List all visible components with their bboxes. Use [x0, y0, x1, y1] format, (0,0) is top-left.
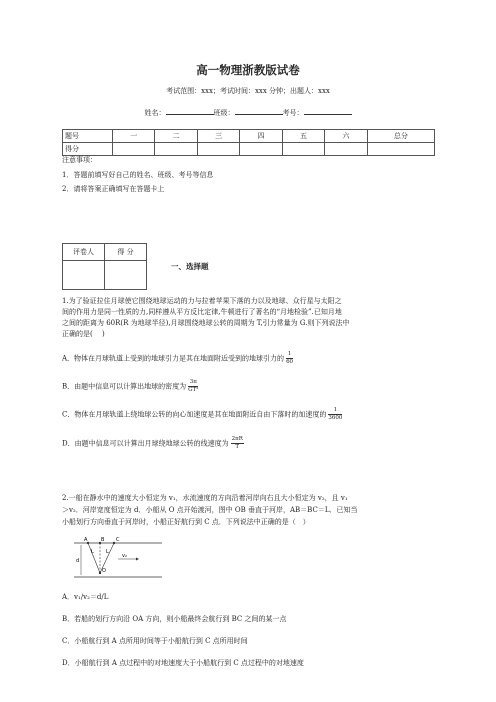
numerator: 3π [189, 379, 197, 385]
label-b: B [101, 537, 105, 543]
score-cell: 二 [155, 130, 197, 143]
score-cell: 得分 [63, 143, 113, 156]
score-cell: 总分 [367, 130, 434, 143]
label-d: d [76, 558, 80, 564]
question-1-line: 之间的距离为 60R(R 为地球半径),月球围绕地球公转的周期为 T,引力常量为 G.则下列说法中 [62, 319, 350, 327]
question-1-line: 正确的是( ) [62, 330, 105, 338]
section-title: 一、选择题 [171, 262, 209, 271]
v2-arrowhead [136, 558, 139, 561]
student-info-line [0, 107, 496, 118]
score-table-header-row [63, 130, 435, 143]
exam-info: 考试范围：xxx；考试时间：xxx 分钟；出题人：xxx [166, 87, 330, 95]
option-text: A．物体在月球轨道上受到的地球引力是其在地面附近受到的地球引力的 [62, 354, 285, 363]
score-cell: 题号 [63, 130, 113, 143]
oa-line [88, 543, 100, 573]
number-label: 考号： [282, 109, 304, 117]
score-cell: 五 [282, 130, 324, 143]
question-2-line: ＞v₂．河岸宽度恒定为 d．小船从 O 点开始渡河，图中 OB 垂直于河岸，AB＝BC＝L．已知当 [62, 506, 358, 514]
option-text: D．由题中信息可以计算出月球绕地球公转的线速度为 [62, 439, 229, 448]
q2-option-c[interactable]: C．小船航行到 A 点所用时间等于小船航行到 C 点所用时间 [62, 637, 248, 645]
label-a: A [84, 537, 88, 543]
score-cell[interactable] [282, 143, 324, 156]
numerator: 2πR [231, 436, 243, 442]
score-cell[interactable] [155, 143, 197, 156]
number-field[interactable] [304, 107, 352, 115]
page-title: 高一物理浙教版试卷 [196, 63, 300, 77]
name-label: 姓名： [144, 109, 166, 117]
name-field[interactable] [166, 107, 214, 115]
label-l1: L [91, 549, 94, 555]
q2-option-b[interactable]: B．若船的划行方向沿 OA 方向，则小船最终会航行到 BC 之间的某一点 [62, 615, 287, 623]
score-cell[interactable] [197, 143, 239, 156]
q2-option-d[interactable]: D．小船航行到 A 点过程中的对地速度大于小船航行到 C 点过程中的对地速度 [62, 659, 304, 667]
score-cell[interactable] [105, 261, 147, 290]
grader-label: 评卷人 [63, 244, 105, 261]
score-table-score-row [63, 143, 435, 156]
fraction [188, 379, 198, 394]
score-cell[interactable] [367, 143, 434, 156]
grader-input-row [63, 261, 147, 290]
denominator: 60 [286, 359, 294, 365]
river-crossing-diagram [70, 537, 166, 581]
note-item: 2．请将答案正确填写在答题卡上 [62, 185, 165, 193]
question-1-line: 1.为了验证拉住月球使它围绕地球运动的力与拉着苹果下落的力以及地球、众行星与太阳之 [62, 297, 342, 305]
label-c: C [116, 537, 120, 543]
fraction [231, 436, 244, 451]
score-cell: 三 [197, 130, 239, 143]
option-text: C．物体在月球轨道上绕地球公转的向心加速度是其在地面附近自由下落时的加速度的 [62, 410, 327, 419]
class-field[interactable] [235, 107, 283, 115]
score-table [62, 129, 435, 156]
grader-header-row [63, 244, 147, 261]
score-cell: 一 [113, 130, 155, 143]
point-o [99, 572, 101, 574]
grader-table [62, 243, 147, 290]
score-cell: 六 [325, 130, 367, 143]
score-cell[interactable] [325, 143, 367, 156]
q1-option-c[interactable] [62, 407, 342, 422]
notes-heading: 注意事项： [62, 156, 97, 164]
grader-cell[interactable] [63, 261, 105, 290]
point-c [113, 542, 115, 544]
option-text: B．由题中信息可以计算出地球的密度为 [62, 382, 187, 391]
q1-option-a[interactable] [62, 351, 293, 366]
denominator: 3600 [328, 415, 343, 421]
q2-option-a[interactable]: A．v₁/v₂＝d/L [62, 593, 109, 601]
score-cell[interactable] [113, 143, 155, 156]
q1-option-d[interactable] [62, 436, 244, 451]
denominator: T [235, 444, 240, 450]
class-label: 班级： [213, 109, 235, 117]
note-item: 1．答题前填写好自己的姓名、班级、考号等信息 [62, 171, 214, 179]
fraction [286, 351, 293, 366]
question-2-line: 小船划行方向垂直于河岸时，小船正好航行到 C 点．下列说法中正确的是（ ） [62, 518, 310, 526]
q1-option-b[interactable] [62, 379, 198, 394]
score-cell: 四 [240, 130, 282, 143]
numerator: 1 [287, 351, 292, 357]
label-l2: L [106, 549, 109, 555]
numerator: 1 [328, 407, 342, 415]
question-1-line: 间的作用力是同一性质的力,同样遵从平方反比定律,牛顿进行了著名的“月地检验”.已知月地 [62, 308, 342, 316]
question-2-line: 2.一船在静水中的速度大小恒定为 v₁，水流速度的方向沿着河岸向右且大小恒定为 v₂，且 v₁ [62, 494, 348, 502]
score-label: 得 分 [105, 244, 147, 261]
denominator: GT² [188, 387, 199, 393]
score-cell[interactable] [240, 143, 282, 156]
label-o: O [102, 568, 106, 574]
fraction [328, 407, 342, 422]
label-v2: v₂ [122, 553, 127, 559]
